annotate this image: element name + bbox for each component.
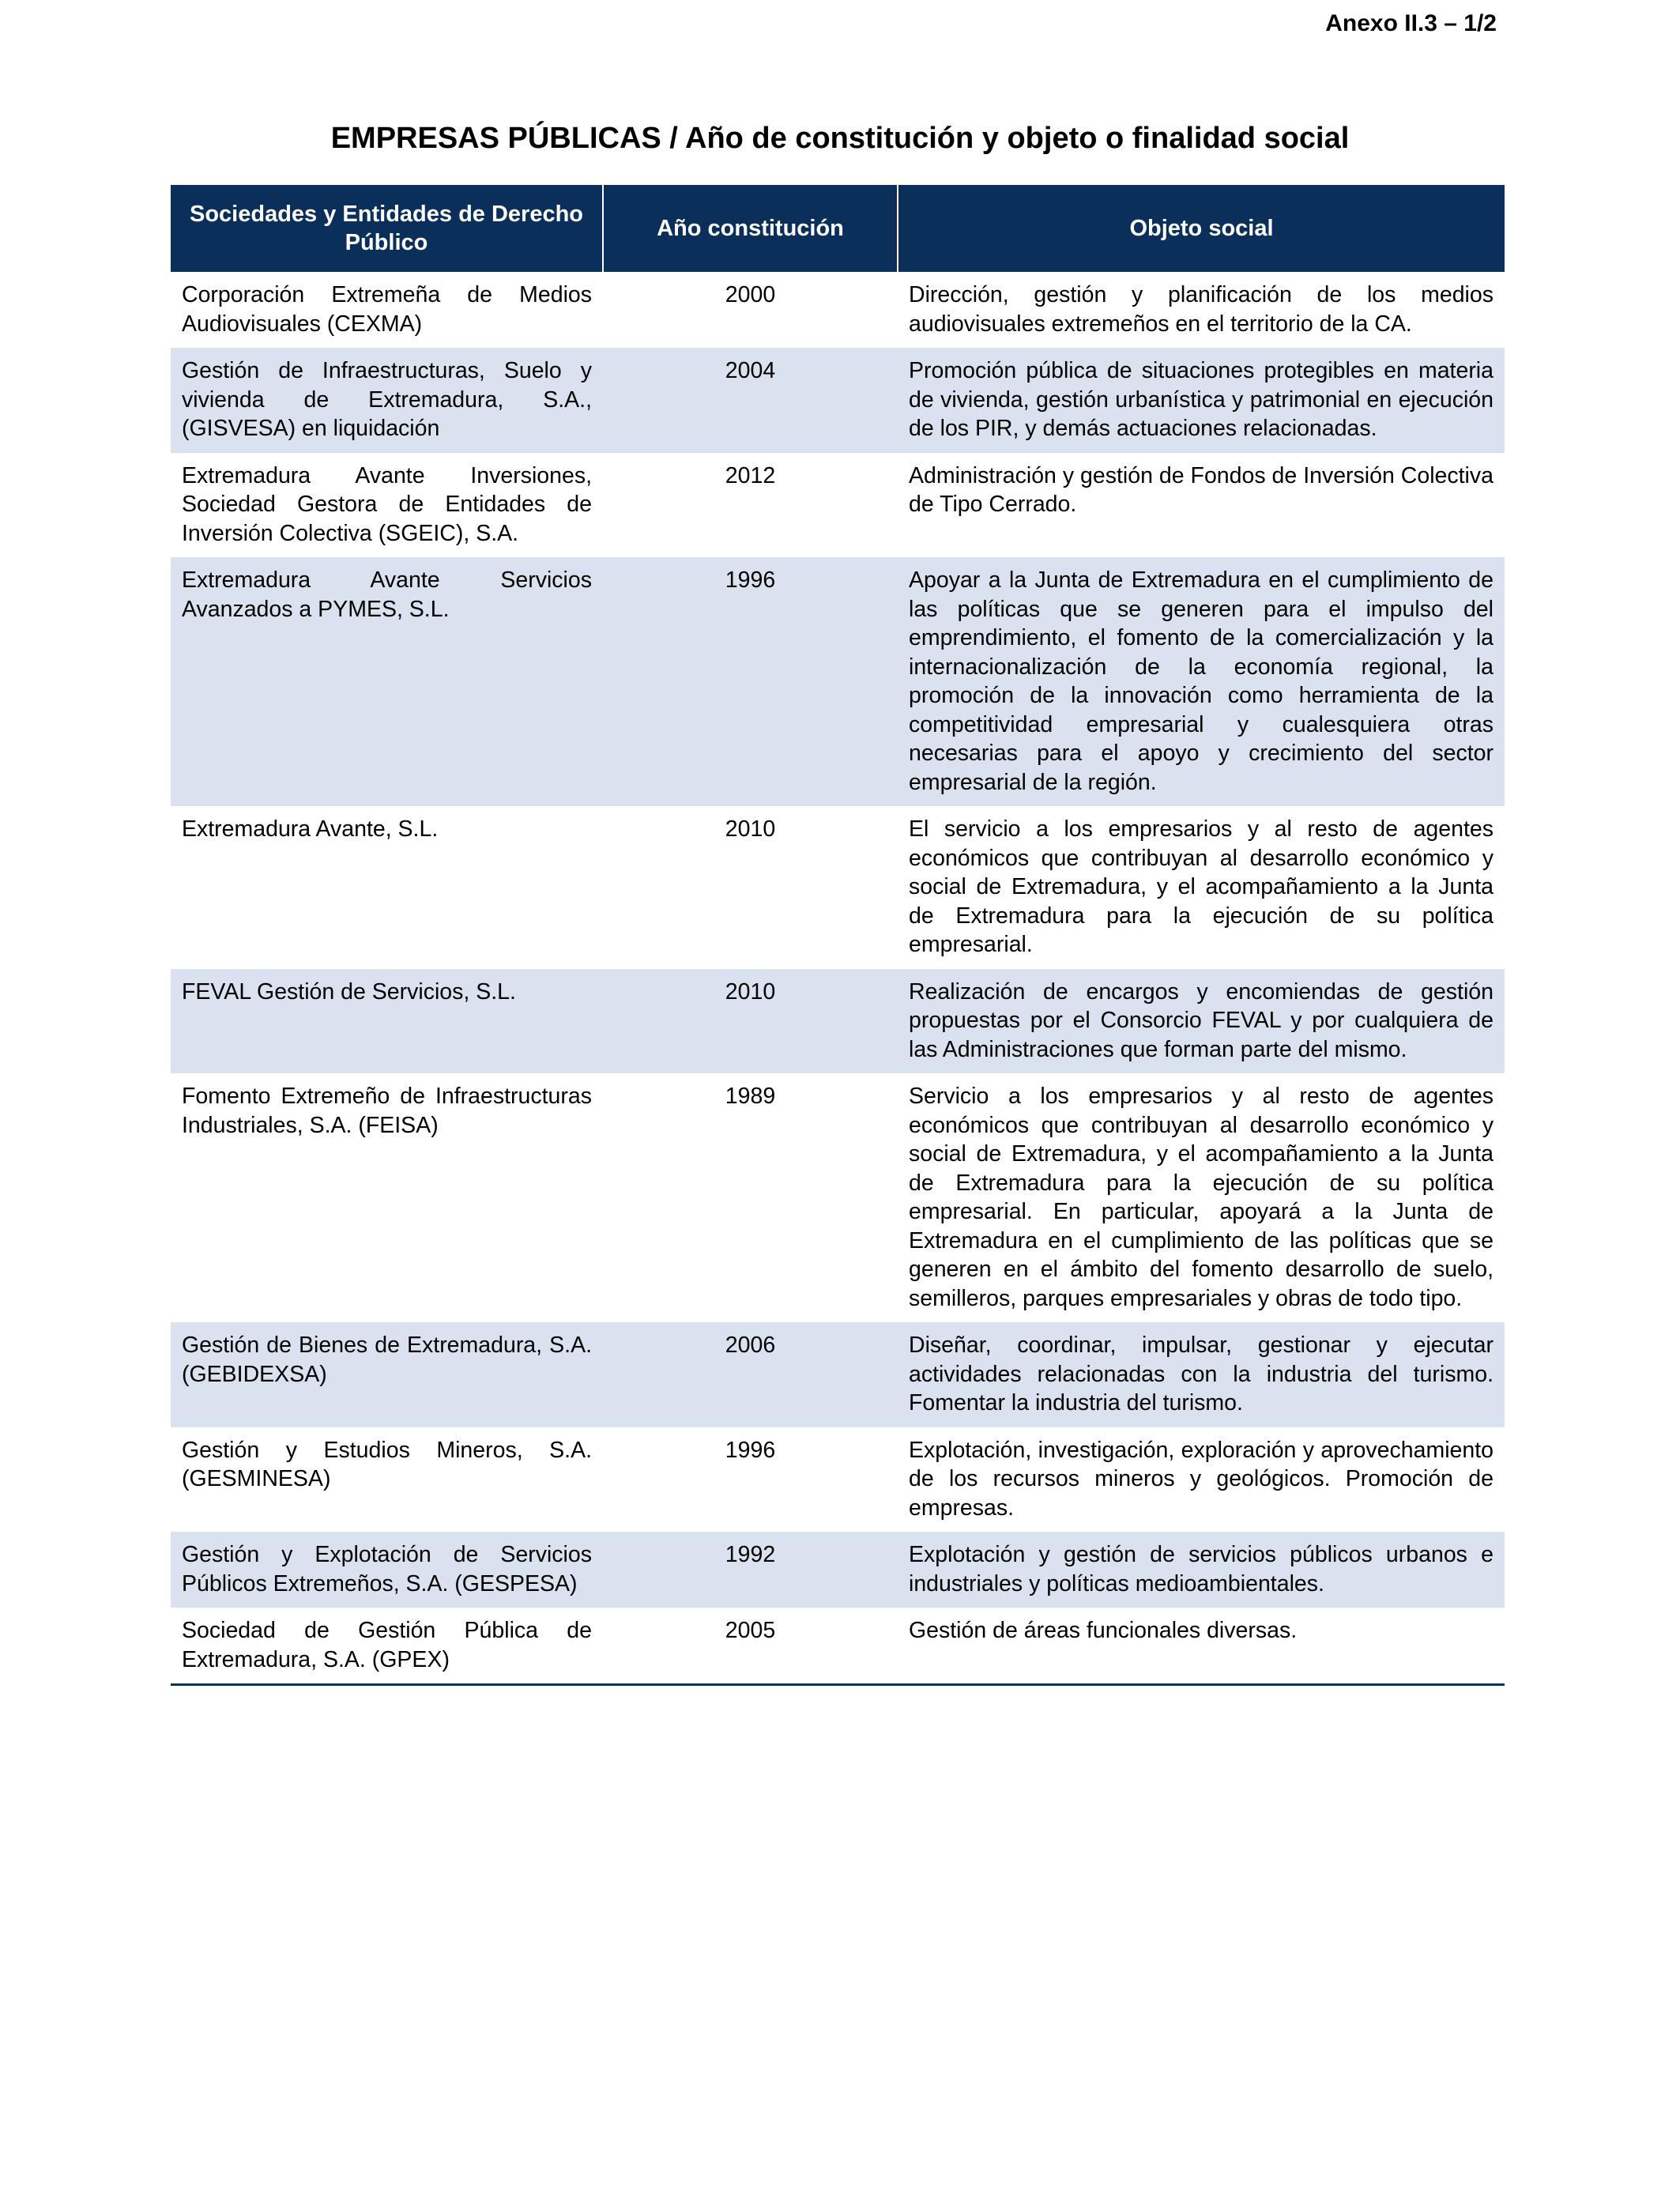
social-object: Administración y gestión de Fondos de Inversión Colectiva de Tipo Cerrado. — [909, 462, 1494, 517]
social-object: Dirección, gestión y planificación de los medios audiovisuales extremeños en el territorio de la CA. — [909, 282, 1494, 337]
table-row — [171, 1532, 1505, 1608]
header-entity: Sociedades y Entidades de Derecho Público — [171, 185, 603, 272]
header-year: Año constitución — [603, 185, 898, 272]
entity-name: Gestión de Bienes de Extremadura, S.A. (GEBIDEXSA) — [171, 1322, 603, 1427]
entity-name: Extremadura Avante Servicios Avanzados a PYMES, S.L. — [171, 557, 603, 806]
entity-name: Gestión y Explotación de Servicios Públicos Extremeños, S.A. (GESPESA) — [171, 1532, 603, 1608]
constitution-year: 2012 — [725, 462, 776, 488]
table-row — [171, 969, 1505, 1074]
table-header-row — [171, 185, 1505, 272]
annex-label: Anexo II.3 – 1/2 — [1325, 10, 1497, 36]
table-row — [171, 272, 1505, 348]
constitution-year: 1992 — [603, 1532, 898, 1608]
constitution-year: 1996 — [603, 557, 898, 806]
header-object: Objeto social — [898, 185, 1505, 272]
entity-name: Extremadura Avante, S.L. — [182, 816, 439, 842]
entity-name: FEVAL Gestión de Servicios, S.L. — [171, 969, 603, 1074]
page-title: EMPRESAS PÚBLICAS / Año de constitución y objeto o finalidad social — [330, 122, 1350, 155]
social-object: Apoyar a la Junta de Extremadura en el cumplimiento de las políticas que se generen para el impulso del emprendimiento, el fomento de la comercialización y la internacionalización de la economía regional, la promoción de la innovación como herramienta de la competitividad empresarial y cualesquiera otras necesarias para el apoyo y crecimiento del sector empresarial de la región. — [898, 557, 1505, 806]
constitution-year: 2005 — [725, 1618, 776, 1643]
social-object: Realización de encargos y encomiendas de gestión propuestas por el Consorcio FEVAL y por cualquiera de las Administraciones que forman parte del mismo. — [898, 969, 1505, 1074]
entity-name: Fomento Extremeño de Infraestructuras Industriales, S.A. (FEISA) — [182, 1084, 592, 1138]
constitution-year: 2010 — [603, 969, 898, 1074]
companies-table — [171, 185, 1505, 1686]
social-object: Gestión de áreas funcionales diversas. — [909, 1618, 1298, 1643]
table-row — [171, 1608, 1505, 1685]
table-row — [171, 1427, 1505, 1532]
entity-name: Gestión de Infraestructuras, Suelo y vivienda de Extremadura, S.A., (GISVESA) en liquidación — [171, 348, 603, 453]
table-row — [171, 557, 1505, 806]
social-object: Diseñar, coordinar, impulsar, gestionar y ejecutar actividades relacionadas con la industria del turismo. Fomentar la industria del turismo. — [898, 1322, 1505, 1427]
social-object: Servicio a los empresarios y al resto de agentes económicos que contribuyan al desarrollo económico y social de Extremadura, y el acompañamiento a la Junta de Extremadura para la ejecución de su política empresarial. En particular, apoyará a la Junta de Extremadura en el cumplimiento de las políticas que se generen en el ámbito del fomento desarrollo de suelo, semilleros, parques empresariales y obras de todo tipo. — [909, 1084, 1494, 1311]
constitution-year: 2004 — [603, 348, 898, 453]
entity-name: Corporación Extremeña de Medios Audiovisuales (CEXMA) — [182, 282, 592, 337]
constitution-year: 2000 — [725, 282, 776, 307]
table-row — [171, 1073, 1505, 1322]
constitution-year: 1996 — [725, 1437, 776, 1463]
entity-name: Gestión y Estudios Mineros, S.A. (GESMINESA) — [182, 1437, 592, 1491]
table-row — [171, 1322, 1505, 1427]
table-row — [171, 348, 1505, 453]
entity-name: Extremadura Avante Inversiones, Sociedad Gestora de Entidades de Inversión Colectiva (SGEIC), S.A. — [182, 462, 592, 546]
social-object: Explotación y gestión de servicios públicos urbanos e industriales y políticas medioambientales. — [898, 1532, 1505, 1608]
constitution-year: 1989 — [725, 1084, 776, 1109]
social-object: El servicio a los empresarios y al resto de agentes económicos que contribuyan al desarrollo económico y social de Extremadura, y el acompañamiento a la Junta de Extremadura para la ejecución de su política empresarial. — [909, 816, 1494, 957]
entity-name: Sociedad de Gestión Pública de Extremadura, S.A. (GPEX) — [182, 1618, 592, 1672]
constitution-year: 2006 — [603, 1322, 898, 1427]
table-row — [171, 806, 1505, 969]
constitution-year: 2010 — [725, 816, 776, 842]
social-object: Promoción pública de situaciones protegibles en materia de vivienda, gestión urbanística y patrimonial en ejecución de los PIR, y demás actuaciones relacionadas. — [898, 348, 1505, 453]
social-object: Explotación, investigación, exploración y aprovechamiento de los recursos mineros y geológicos. Promoción de empresas. — [909, 1437, 1494, 1521]
table-row — [171, 453, 1505, 558]
